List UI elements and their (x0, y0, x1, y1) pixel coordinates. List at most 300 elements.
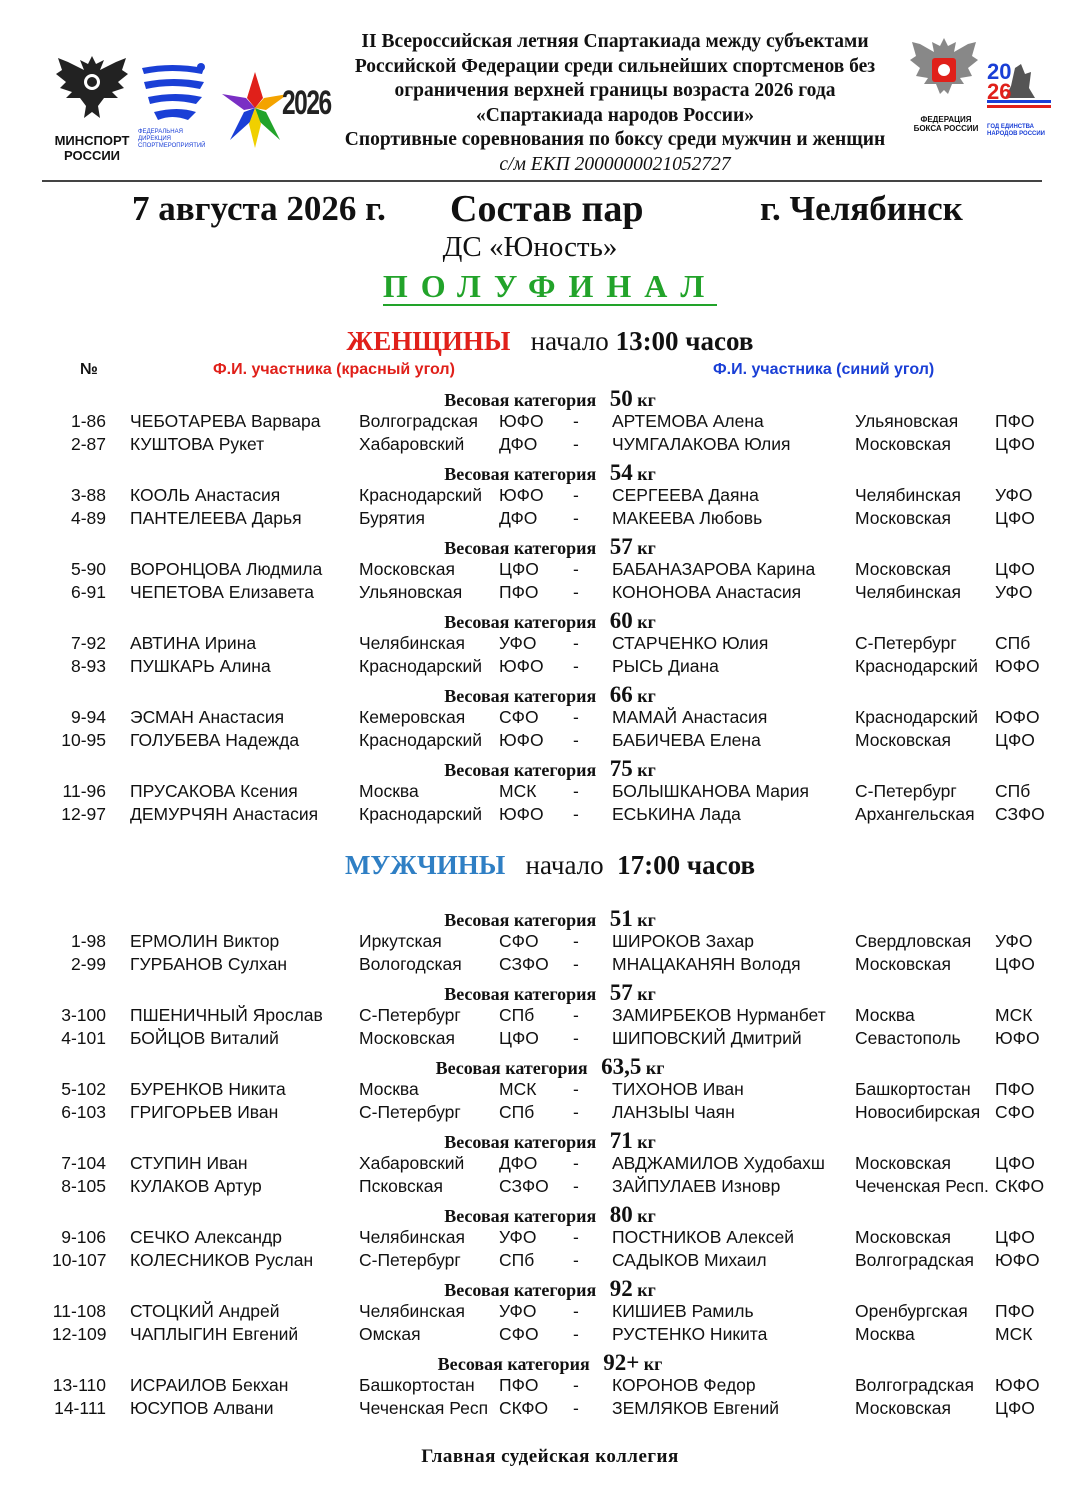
red-fighter-district: МСК (499, 1079, 537, 1099)
red-fighter-region: Иркутская (359, 931, 442, 951)
red-fighter-region: Краснодарский (359, 656, 483, 676)
blue-fighter-name: ПОСТНИКОВ Алексей (612, 1227, 795, 1247)
red-fighter-region: Омская (359, 1324, 421, 1344)
bout-number: 10-107 (52, 1250, 107, 1270)
year-logo-26: 26 (987, 79, 1012, 104)
fdsm-stripes-icon (138, 62, 208, 124)
bout-number: 9-94 (70, 707, 106, 727)
header-line-5: Спортивные соревнования по боксу среди мужчин и женщин (344, 129, 886, 150)
weight-unit: кг (637, 686, 656, 706)
versus-separator: - (573, 804, 579, 824)
header-line-1: II Всероссийская летняя Спартакиада между субъектами (361, 31, 869, 52)
bout-row (0, 484, 1080, 507)
red-fighter-district: ЮФО (499, 730, 544, 750)
red-fighter-name: ПУШКАРЬ Алина (130, 656, 271, 676)
ekp-number: с/м ЕКП 2000000021052727 (499, 153, 731, 175)
blue-fighter-district: ЮФО (995, 1375, 1040, 1395)
red-fighter-name: БУРЕНКОВ Никита (130, 1079, 286, 1099)
blue-fighter-name: МАМАЙ Анастасия (612, 707, 768, 727)
bout-number: 3-88 (70, 485, 106, 505)
bout-row (0, 1101, 1080, 1124)
blue-fighter-name: КОРОНОВ Федор (612, 1375, 756, 1395)
blue-fighter-district: МСК (995, 1324, 1033, 1344)
weight-unit: кг (637, 910, 656, 930)
red-fighter-district: СФО (499, 707, 539, 727)
blue-fighter-region: Челябинская (855, 582, 961, 602)
red-fighter-region: С-Петербург (359, 1250, 461, 1270)
page-title: Состав пар (450, 188, 644, 230)
red-fighter-name: ПРУСАКОВА Ксения (130, 781, 298, 801)
start-label-men: начало (525, 850, 604, 880)
versus-separator: - (573, 1375, 579, 1395)
blue-fighter-region: Московская (855, 1398, 951, 1418)
bout-number: 3-100 (61, 1005, 106, 1025)
weight-category-header (0, 460, 1080, 487)
red-fighter-district: УФО (499, 1301, 537, 1321)
blue-fighter-name: ЗАЙПУЛАЕВ Изновр (612, 1176, 781, 1196)
stage-title (0, 266, 1080, 306)
event-date: 7 августа 2026 г. (132, 189, 386, 228)
bout-number: 4-101 (61, 1028, 106, 1048)
weight-category-label: Весовая категория (444, 1206, 597, 1226)
red-fighter-name: КУЛАКОВ Артур (130, 1176, 262, 1196)
versus-separator: - (573, 1250, 579, 1270)
weight-category-header (0, 1276, 1080, 1303)
eagle-emblem-icon (50, 48, 134, 126)
blue-fighter-region: Краснодарский (855, 707, 979, 727)
bout-row (0, 1323, 1080, 1346)
weight-category-label: Весовая категория (435, 1058, 588, 1078)
weight-category-label: Весовая категория (444, 1280, 597, 1300)
red-fighter-name: ДЕМУРЧЯН Анастасия (130, 804, 319, 824)
weight-unit: кг (637, 464, 656, 484)
bout-number: 6-103 (61, 1102, 106, 1122)
weight-category-header (0, 756, 1080, 783)
bout-number: 4-89 (70, 508, 106, 528)
bout-row (0, 558, 1080, 581)
blue-fighter-name: ЧУМГАЛАКОВА Юлия (612, 434, 791, 454)
blue-fighter-name: РЫСЬ Диана (612, 656, 719, 676)
versus-separator: - (573, 707, 579, 727)
weight-value: 50 (609, 386, 633, 411)
red-fighter-district: ПФО (499, 1375, 539, 1395)
bout-row (0, 507, 1080, 530)
red-fighter-district: СЗФО (499, 954, 549, 974)
bout-number: 12-109 (52, 1324, 107, 1344)
weight-category-header (0, 980, 1080, 1007)
blue-fighter-district: УФО (995, 931, 1033, 951)
red-fighter-district: ЮФО (499, 411, 544, 431)
blue-fighter-district: СКФО (995, 1176, 1045, 1196)
blue-fighter-region: Московская (855, 434, 951, 454)
blue-fighter-name: СТАРЧЕНКО Юлия (612, 633, 769, 653)
gender-women: ЖЕНЩИНЫ (346, 326, 511, 356)
blue-fighter-region: Московская (855, 1153, 951, 1173)
blue-fighter-name: АРТЕМОВА Алена (612, 411, 764, 431)
blue-fighter-region: Московская (855, 730, 951, 750)
fdsm-label-2: ДИРЕКЦИЯ (138, 136, 171, 142)
blue-fighter-name: МАКЕЕВА Любовь (612, 508, 763, 528)
bout-row (0, 706, 1080, 729)
weight-value: 57 (609, 534, 633, 559)
bout-number: 8-93 (70, 656, 106, 676)
start-time-women: 13:00 часов (615, 326, 754, 356)
red-fighter-name: АВТИНА Ирина (130, 633, 257, 653)
fbr-label-1: ФЕДЕРАЦИЯ (920, 115, 972, 124)
red-fighter-district: СКФО (499, 1398, 549, 1418)
red-fighter-region: Челябинская (359, 1227, 465, 1247)
weight-unit: кг (637, 538, 656, 558)
weight-unit: кг (637, 984, 656, 1004)
bout-row (0, 803, 1080, 826)
bout-row (0, 1004, 1080, 1027)
bout-row (0, 729, 1080, 752)
red-fighter-region: Московская (359, 1028, 455, 1048)
event-city: г. Челябинск (760, 189, 963, 228)
bout-row (0, 1027, 1080, 1050)
blue-fighter-region: Свердловская (855, 931, 972, 951)
blue-fighter-name: ШИРОКОВ Захар (612, 931, 754, 951)
red-fighter-region: С-Петербург (359, 1005, 461, 1025)
versus-separator: - (573, 1079, 579, 1099)
red-fighter-name: КУШТОВА Рукет (130, 434, 265, 454)
red-fighter-name: ЮСУПОВ Алвани (130, 1398, 274, 1418)
versus-separator: - (573, 559, 579, 579)
bout-number: 2-87 (70, 434, 106, 454)
red-fighter-region: Псковская (359, 1176, 444, 1196)
red-fighter-name: БОЙЦОВ Виталий (130, 1028, 279, 1048)
red-fighter-region: Челябинская (359, 1301, 465, 1321)
bout-row (0, 433, 1080, 456)
blue-fighter-district: ПФО (995, 1079, 1035, 1099)
blue-fighter-district: ЮФО (995, 707, 1040, 727)
red-fighter-district: ДФО (499, 508, 538, 528)
fbr-label-2: БОКСА РОССИИ (913, 124, 979, 133)
red-fighter-name: КООЛЬ Анастасия (130, 485, 281, 505)
blue-fighter-district: ПФО (995, 411, 1035, 431)
blue-fighter-region: Ульяновская (855, 411, 959, 431)
red-fighter-name: ВОРОНЦОВА Людмила (130, 559, 323, 579)
bout-number: 5-90 (70, 559, 106, 579)
blue-fighter-district: ЦФО (995, 1398, 1035, 1418)
blue-fighter-district: ЦФО (995, 954, 1035, 974)
red-fighter-region: Москва (359, 1079, 419, 1099)
blue-fighter-district: СФО (995, 1102, 1035, 1122)
weight-value: 60 (609, 608, 633, 633)
bout-number: 11-108 (52, 1301, 106, 1321)
versus-separator: - (573, 931, 579, 951)
bout-row (0, 655, 1080, 678)
blue-fighter-district: ЮФО (995, 1028, 1040, 1048)
weight-value: 80 (609, 1202, 633, 1227)
weight-category-label: Весовая категория (444, 538, 597, 558)
fdsm-label-1: ФЕДЕРАЛЬНАЯ (138, 129, 183, 135)
red-fighter-region: Чеченская Респ (359, 1398, 489, 1418)
header-line-2: Российской Федерации среди сильнейших спортсменов без (354, 55, 876, 77)
red-fighter-region: Московская (359, 559, 455, 579)
versus-separator: - (573, 1324, 579, 1344)
blue-fighter-region: С-Петербург (855, 633, 957, 653)
blue-fighter-name: ШИПОВСКИЙ Дмитрий (612, 1028, 802, 1048)
weight-value: 57 (609, 980, 633, 1005)
red-fighter-region: Москва (359, 781, 419, 801)
weight-unit: кг (637, 612, 656, 632)
blue-fighter-district: УФО (995, 582, 1033, 602)
federation-eagle-icon (906, 32, 982, 110)
bout-row (0, 410, 1080, 433)
blue-fighter-district: СПб (995, 781, 1031, 801)
red-fighter-region: Вологодская (359, 954, 462, 974)
versus-separator: - (573, 1176, 579, 1196)
bout-row (0, 780, 1080, 803)
weight-category-header (0, 1128, 1080, 1155)
bout-number: 11-96 (62, 781, 106, 801)
men-section-header (0, 848, 1080, 882)
spartakiada-year: 2026 (282, 84, 331, 122)
blue-fighter-district: ЦФО (995, 730, 1035, 750)
red-fighter-name: ПШЕНИЧНЫЙ Ярослав (130, 1005, 323, 1025)
weight-category-header (0, 906, 1080, 933)
blue-fighter-district: ПФО (995, 1301, 1035, 1321)
red-fighter-district: СЗФО (499, 1176, 549, 1196)
red-fighter-district: СПб (499, 1102, 535, 1122)
blue-fighter-name: ЕСЬКИНА Лада (612, 804, 741, 824)
red-fighter-district: СПб (499, 1005, 535, 1025)
versus-separator: - (573, 1398, 579, 1418)
weight-category-header (0, 1350, 1080, 1377)
weight-category-label: Весовая категория (444, 910, 597, 930)
weight-value: 71 (609, 1128, 633, 1153)
weight-value: 54 (609, 460, 633, 485)
red-fighter-district: СФО (499, 1324, 539, 1344)
weight-value: 51 (609, 906, 633, 931)
bout-row (0, 1152, 1080, 1175)
red-fighter-name: ЭСМАН Анастасия (130, 707, 285, 727)
red-fighter-district: ЮФО (499, 656, 544, 676)
red-fighter-region: Краснодарский (359, 804, 483, 824)
bout-number: 14-111 (54, 1398, 106, 1418)
blue-fighter-district: УФО (995, 485, 1033, 505)
blue-fighter-name: АВДЖАМИЛОВ Худобахш (612, 1153, 825, 1173)
weight-category-label: Весовая категория (444, 390, 597, 410)
red-fighter-region: Краснодарский (359, 485, 483, 505)
weight-value: 63,5 (601, 1054, 642, 1079)
blue-fighter-name: КОНОНОВА Анастасия (612, 582, 802, 602)
bout-number: 1-86 (70, 411, 106, 431)
blue-fighter-name: ЛАНЗЫЫ Чаян (612, 1102, 735, 1122)
red-fighter-region: С-Петербург (359, 1102, 461, 1122)
weight-category-header (0, 1054, 1080, 1081)
versus-separator: - (573, 1028, 579, 1048)
stage-label: ПОЛУФИНАЛ (382, 268, 718, 304)
red-fighter-name: ГРИГОРЬЕВ Иван (130, 1102, 279, 1122)
spartakiada-star-icon (218, 68, 292, 152)
start-label-women: начало (530, 326, 609, 356)
bout-number: 6-91 (70, 582, 106, 602)
gender-men: МУЖЧИНЫ (344, 850, 506, 880)
red-fighter-name: ЕРМОЛИН Виктор (130, 931, 280, 951)
red-fighter-region: Краснодарский (359, 730, 483, 750)
versus-separator: - (573, 781, 579, 801)
year-of-unity-logo (985, 60, 1063, 150)
minsport-logo (50, 48, 134, 166)
versus-separator: - (573, 1005, 579, 1025)
bout-number: 9-106 (61, 1227, 106, 1247)
weight-category-label: Весовая категория (444, 1132, 597, 1152)
bout-number: 13-110 (52, 1375, 106, 1395)
weight-unit: кг (637, 1206, 656, 1226)
red-fighter-name: ГУРБАНОВ Сулхан (130, 954, 287, 974)
start-time-men: 17:00 часов (617, 850, 756, 880)
red-fighter-region: Челябинская (359, 633, 465, 653)
year-caption-1: ГОД ЕДИНСТВА (987, 124, 1034, 130)
red-fighter-district: СФО (499, 931, 539, 951)
red-fighter-district: ДФО (499, 434, 538, 454)
versus-separator: - (573, 633, 579, 653)
weight-value: 92+ (603, 1350, 640, 1375)
boxing-federation-logo (906, 32, 986, 142)
weight-unit: кг (645, 1058, 665, 1078)
blue-fighter-district: ЦФО (995, 508, 1035, 528)
column-red-corner-header: Ф.И. участника (красный угол) (213, 361, 455, 378)
blue-fighter-region: Москва (855, 1005, 915, 1025)
versus-separator: - (573, 485, 579, 505)
weight-category-header (0, 608, 1080, 635)
versus-separator: - (573, 582, 579, 602)
red-fighter-name: ИСРАИЛОВ Бекхан (130, 1375, 289, 1395)
blue-fighter-region: Оренбургская (855, 1301, 968, 1321)
blue-fighter-district: ЮФО (995, 656, 1040, 676)
blue-fighter-region: Чеченская Респ. (855, 1176, 989, 1196)
red-fighter-district: ЦФО (499, 1028, 539, 1048)
year-caption-2: НАРОДОВ РОССИИ (987, 131, 1045, 137)
weight-unit: кг (637, 390, 656, 410)
blue-fighter-name: БАБАНАЗАРОВА Карина (612, 559, 816, 579)
bout-number: 7-104 (61, 1153, 106, 1173)
blue-fighter-name: КИШИЕВ Рамиль (612, 1301, 754, 1321)
bout-number: 1-98 (70, 931, 106, 951)
red-fighter-district: УФО (499, 633, 537, 653)
red-fighter-name: КОЛЕСНИКОВ Руслан (130, 1250, 314, 1270)
minsport-label: МИНСПОРТ (54, 133, 130, 148)
weight-unit: кг (637, 760, 656, 780)
bout-row (0, 1175, 1080, 1198)
weight-category-label: Весовая категория (444, 612, 597, 632)
blue-fighter-region: Волгоградская (855, 1250, 975, 1270)
bout-row (0, 930, 1080, 953)
weight-category-header (0, 682, 1080, 709)
bout-number: 12-97 (61, 804, 106, 824)
weight-unit: кг (637, 1280, 656, 1300)
red-fighter-region: Башкортостан (359, 1375, 475, 1395)
weight-category-header (0, 534, 1080, 561)
red-fighter-region: Кемеровская (359, 707, 466, 727)
red-fighter-name: ЧЕПЕТОВА Елизавета (130, 582, 314, 602)
weight-category-label: Весовая категория (444, 464, 597, 484)
blue-fighter-name: РУСТЕНКО Никита (612, 1324, 768, 1344)
bout-number: 5-102 (61, 1079, 106, 1099)
weight-category-header (0, 386, 1080, 413)
column-blue-corner-header: Ф.И. участника (синий угол) (713, 361, 935, 378)
blue-fighter-name: БАБИЧЕВА Елена (612, 730, 761, 750)
versus-separator: - (573, 508, 579, 528)
red-fighter-district: СПб (499, 1250, 535, 1270)
versus-separator: - (573, 730, 579, 750)
header-line-3: ограничения верхней границы возраста 2026 года (394, 80, 836, 101)
fdsm-label-3: СПОРТМЕРОПРИЯТИЙ (138, 143, 206, 149)
red-fighter-name: СТУПИН Иван (130, 1153, 248, 1173)
blue-fighter-district: МСК (995, 1005, 1033, 1025)
bout-row (0, 953, 1080, 976)
blue-fighter-region: Волгоградская (855, 1375, 975, 1395)
red-fighter-name: ЧАПЛЫГИН Евгений (130, 1324, 299, 1344)
red-fighter-region: Хабаровский (359, 434, 465, 454)
red-fighter-region: Бурятия (359, 508, 425, 528)
weight-category-label: Весовая категория (444, 686, 597, 706)
blue-fighter-name: САДЫКОВ Михаил (612, 1250, 767, 1270)
blue-fighter-district: СЗФО (995, 804, 1045, 824)
weight-unit: кг (643, 1354, 663, 1374)
blue-fighter-region: Архангельская (855, 804, 975, 824)
red-fighter-name: ЧЕБОТАРЕВА Варвара (130, 411, 321, 431)
blue-fighter-region: Московская (855, 954, 951, 974)
column-number-header: № (80, 361, 98, 378)
bout-row (0, 632, 1080, 655)
red-fighter-district: ЮФО (499, 804, 544, 824)
year-logo-20: 20 (987, 59, 1012, 84)
header-line-4: «Спартакиада народов России» (476, 104, 754, 126)
blue-fighter-name: БОЛЫШКАНОВА Мария (612, 781, 809, 801)
chief-judges-panel: Главная судейская коллегия (421, 1446, 679, 1467)
versus-separator: - (573, 656, 579, 676)
versus-separator: - (573, 1227, 579, 1247)
versus-separator: - (573, 1153, 579, 1173)
weight-value: 66 (609, 682, 633, 707)
blue-fighter-region: Краснодарский (855, 656, 979, 676)
weight-category-label: Весовая категория (444, 760, 597, 780)
bout-row (0, 1374, 1080, 1397)
blue-fighter-district: СПб (995, 633, 1031, 653)
red-fighter-district: ПФО (499, 582, 539, 602)
blue-fighter-name: ТИХОНОВ Иван (612, 1079, 744, 1099)
red-fighter-region: Ульяновская (359, 582, 463, 602)
blue-fighter-district: ЦФО (995, 434, 1035, 454)
event-venue: ДС «Юность» (442, 231, 618, 263)
blue-fighter-name: СЕРГЕЕВА Даяна (612, 485, 759, 505)
bout-number: 8-105 (61, 1176, 106, 1196)
blue-fighter-region: Москва (855, 1324, 915, 1344)
weight-category-header (0, 1202, 1080, 1229)
bout-number: 10-95 (61, 730, 106, 750)
header-divider (42, 180, 1042, 182)
red-fighter-district: ЦФО (499, 559, 539, 579)
versus-separator: - (573, 1301, 579, 1321)
red-fighter-name: ГОЛУБЕВА Надежда (130, 730, 300, 750)
blue-fighter-name: ЗЕМЛЯКОВ Евгений (612, 1398, 780, 1418)
weight-value: 92 (609, 1276, 633, 1301)
weight-category-label: Весовая категория (437, 1354, 590, 1374)
blue-fighter-region: Челябинская (855, 485, 961, 505)
versus-separator: - (573, 411, 579, 431)
red-fighter-district: МСК (499, 781, 537, 801)
weight-unit: кг (637, 1132, 656, 1152)
bout-row (0, 1078, 1080, 1101)
blue-fighter-region: С-Петербург (855, 781, 957, 801)
bout-row (0, 1249, 1080, 1272)
red-fighter-name: СТОЦКИЙ Андрей (130, 1301, 280, 1321)
blue-fighter-region: Севастополь (855, 1028, 961, 1048)
bout-row (0, 1397, 1080, 1420)
